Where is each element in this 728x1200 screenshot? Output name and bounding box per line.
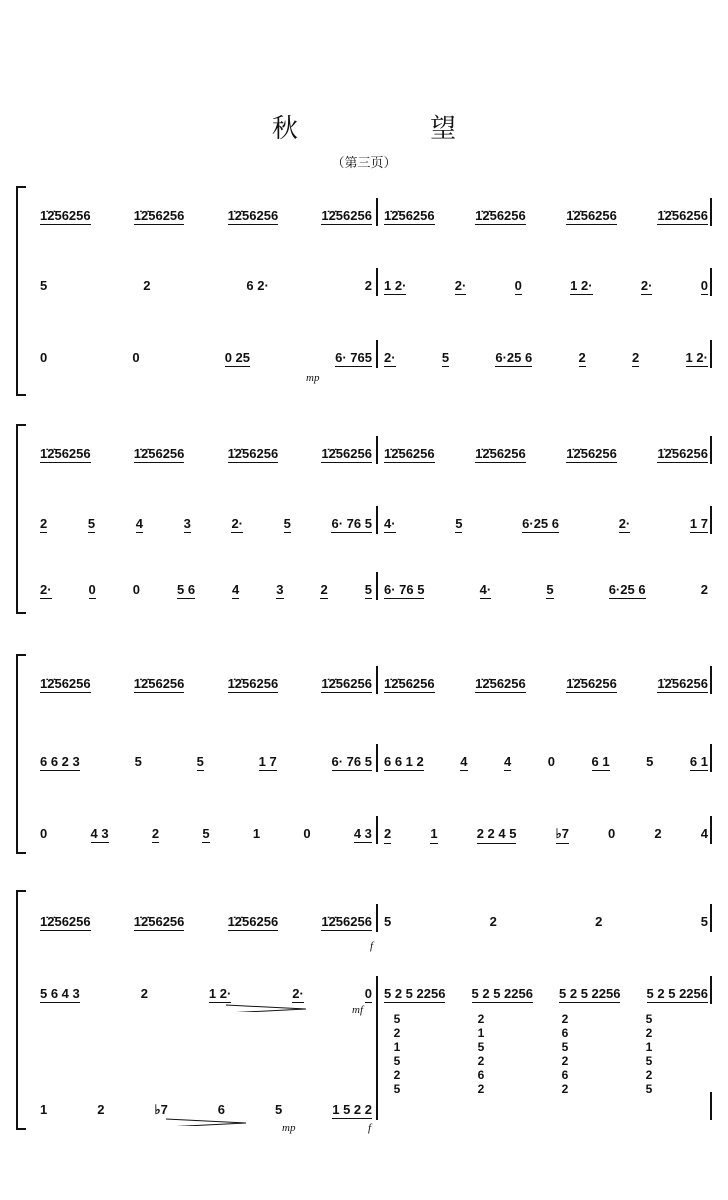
note: 5: [275, 1102, 283, 1117]
note-group: 1̇2̇56256: [321, 676, 372, 691]
note: 0: [132, 582, 140, 597]
barline: [710, 976, 712, 1004]
note: 2·: [384, 350, 396, 365]
system-brace: [16, 654, 26, 854]
note: 3: [276, 582, 284, 597]
note: 2 2 4 5: [477, 826, 517, 844]
note-group: 1̇2̇56256: [321, 914, 372, 929]
note: 0: [40, 826, 48, 841]
measure: [380, 266, 712, 306]
chord-note: 2: [393, 1026, 401, 1040]
note-group: 1̇2̇56256: [384, 446, 435, 461]
system-brace: [16, 890, 26, 1130]
barline: [710, 506, 712, 534]
barline: [710, 198, 712, 226]
chord-note: 2: [477, 1054, 485, 1068]
staff-row-1: [36, 664, 712, 704]
chord-note: 6: [561, 1068, 569, 1082]
note: 2: [700, 582, 708, 597]
barline: [376, 816, 378, 844]
note: 5: [283, 516, 291, 531]
staff-row-2: [36, 266, 712, 306]
note: 1 2·: [685, 350, 708, 365]
note: 4: [232, 582, 240, 597]
note: 1 2·: [208, 986, 232, 1001]
measure: [380, 338, 712, 378]
tremolo-note: 2: [595, 914, 603, 929]
note: 5: [87, 516, 96, 531]
measure: [380, 504, 712, 544]
note: 5: [134, 754, 142, 769]
note: 3: [183, 516, 191, 531]
chord-note: 2: [393, 1068, 401, 1082]
tremolo-note: 5: [384, 914, 392, 929]
note: 5: [364, 582, 372, 597]
barline: [376, 198, 378, 226]
note: 2·: [231, 516, 243, 531]
measure: [380, 570, 712, 610]
note-group: 1 5 2 2: [332, 1102, 372, 1117]
barline: [376, 1000, 378, 1120]
page-title: 秋 望: [271, 114, 519, 144]
measure: [36, 1090, 376, 1134]
note: 6· 765: [335, 350, 372, 365]
decrescendo-hairpin: [166, 1118, 246, 1126]
staff-row-2: [36, 974, 712, 1014]
note-group: 1̇2̇56256: [40, 914, 91, 929]
chord-note: 5: [645, 1012, 653, 1026]
note: 2·: [640, 278, 653, 293]
note-group: 1̇2̇56256: [227, 208, 279, 223]
note: 2·: [618, 516, 631, 531]
note: 6 1: [689, 754, 708, 769]
dynamic-mark: mp: [306, 372, 320, 384]
measure: [36, 902, 376, 952]
measure: [380, 814, 712, 854]
note: 5 6 4 3: [40, 986, 80, 1001]
measure: [36, 196, 376, 236]
note-group: 1̇2̇56256: [384, 208, 435, 223]
staff-row-1: [36, 434, 712, 474]
note: 0: [364, 986, 372, 1001]
chord-note: 5: [645, 1082, 653, 1096]
chord-note: 6: [477, 1068, 485, 1082]
note: 0: [608, 826, 616, 841]
barline: [710, 666, 712, 694]
measure: [380, 742, 712, 782]
staff-row-2: [36, 742, 712, 782]
chord-note: 1: [477, 1026, 485, 1040]
staff-row-3: [36, 814, 712, 854]
chord-note: 5: [561, 1040, 569, 1054]
staff-row-3: [36, 338, 712, 384]
note-group: 1̇2̇56256: [566, 446, 617, 461]
note: 1: [252, 826, 261, 841]
staff-row-3: [36, 1012, 712, 1134]
note: 5 6: [176, 582, 196, 597]
note-group: 1̇2̇56256: [227, 676, 279, 691]
note: 2: [364, 278, 372, 293]
chord-note: 5: [393, 1054, 401, 1068]
note: 2: [151, 826, 160, 841]
barline: [710, 1092, 712, 1120]
measure: [380, 196, 712, 236]
measure: [36, 570, 376, 610]
note-group: 1̇2̇56256: [657, 446, 708, 461]
note: 1 2·: [384, 278, 407, 293]
staff-row-2: [36, 504, 712, 544]
chord-note: 5: [645, 1054, 653, 1068]
dynamic-mark: mf: [352, 1004, 363, 1016]
measure: [36, 504, 376, 544]
note: 6·25 6: [608, 582, 646, 597]
note-group: 1̇2̇56256: [133, 446, 185, 461]
system-brace: [16, 424, 26, 614]
dynamic-mark: f: [370, 940, 374, 952]
note: 2: [654, 826, 662, 841]
barline: [710, 268, 712, 296]
system-brace: [16, 186, 26, 396]
barline: [376, 506, 378, 534]
note: 4 3: [353, 826, 372, 841]
note-group: 1̇2̇56256: [227, 446, 279, 461]
note: 2·: [454, 278, 467, 293]
note-group: 1̇2̇56256: [657, 208, 708, 223]
chord-note: 2: [561, 1054, 569, 1068]
note: 5: [646, 754, 654, 769]
note-group: 1̇2̇56256: [40, 446, 91, 461]
note: 6· 76 5: [384, 582, 425, 597]
note: ♭7: [556, 826, 569, 844]
note-group: 1̇2̇56256: [475, 676, 526, 691]
note: 1 7: [258, 754, 277, 769]
note-group: 1̇2̇56256: [133, 208, 185, 223]
note-group: 5 2 5 2256: [559, 986, 621, 1001]
note-group: 1̇2̇56256: [566, 208, 617, 223]
note: 6· 76 5: [331, 754, 372, 769]
chord-note: 5: [477, 1040, 485, 1054]
note: 0: [132, 350, 140, 365]
staff-row-3: [36, 570, 712, 610]
measure: [380, 1012, 712, 1130]
dynamic-mark: f: [368, 1122, 372, 1134]
note: 6·25 6: [495, 350, 533, 365]
barline: [710, 436, 712, 464]
dynamic-mark: mp: [282, 1122, 296, 1134]
note: 1 2·: [570, 278, 593, 293]
chord-column: [474, 1012, 488, 1096]
note: 2·: [292, 986, 304, 1001]
note-group: 1̇2̇56256: [133, 676, 185, 691]
note-group: 1̇2̇56256: [384, 676, 435, 691]
note: 6 6 1 2: [384, 754, 424, 769]
chord-column: [642, 1012, 656, 1096]
note-group: 1̇2̇56256: [321, 446, 372, 461]
barline: [376, 340, 378, 368]
note: 2: [632, 350, 640, 365]
note-group: 1̇2̇56256: [227, 914, 279, 929]
chord-column: [390, 1012, 404, 1096]
note-group: 1̇2̇56256: [475, 208, 526, 223]
note: 6· 76 5: [331, 516, 372, 531]
note: 5: [202, 826, 210, 841]
measure: [380, 974, 712, 1014]
staff-row-1: [36, 902, 712, 952]
measure: [36, 434, 376, 474]
measure: [36, 814, 376, 854]
score-system-2: [16, 424, 716, 614]
note: 2: [320, 582, 328, 597]
note-group: 1̇2̇56256: [657, 676, 708, 691]
chord-note: 1: [645, 1040, 653, 1054]
note-group: 1̇2̇56256: [40, 208, 91, 223]
note: 4: [700, 826, 708, 841]
tremolo-note: 5: [700, 914, 708, 929]
chord-note: 2: [561, 1082, 569, 1096]
note: 0: [547, 754, 556, 769]
barline: [710, 744, 712, 772]
note: 0: [700, 278, 708, 293]
note: 5: [546, 582, 554, 597]
note: 2: [143, 278, 151, 293]
chord-note: 2: [645, 1068, 653, 1082]
note: 2: [140, 986, 148, 1001]
measure: [380, 664, 712, 704]
note: 4: [460, 754, 468, 769]
note: 5: [441, 350, 450, 365]
measure: [380, 902, 712, 942]
note: 4: [504, 754, 512, 769]
note: ♭7: [154, 1102, 168, 1117]
chord-note: 2: [645, 1026, 653, 1040]
note: 2·: [40, 582, 52, 597]
note: 4 3: [90, 826, 109, 841]
measure: [36, 338, 376, 384]
chord-note: 2: [477, 1082, 485, 1096]
note: 6 6 2 3: [40, 754, 80, 769]
barline: [376, 436, 378, 464]
page-subtitle: （第三页）: [331, 156, 397, 171]
measure: [380, 434, 712, 474]
score-system-4: [16, 890, 716, 1134]
note: 5: [455, 516, 463, 531]
note: 4: [135, 516, 143, 531]
note: 0: [303, 826, 311, 841]
barline: [376, 572, 378, 600]
measure: [36, 266, 376, 306]
note: 0: [88, 582, 96, 597]
decrescendo-hairpin: [226, 1004, 306, 1012]
barline: [376, 744, 378, 772]
chord-column: [558, 1012, 572, 1096]
note: 6 1: [591, 754, 610, 769]
chord-note: 5: [393, 1012, 401, 1026]
chord-note: 1: [393, 1040, 401, 1054]
barline: [710, 340, 712, 368]
note: 4·: [479, 582, 492, 597]
note: 2: [97, 1102, 105, 1117]
staff-row-1: [36, 196, 712, 236]
barline: [376, 268, 378, 296]
note: 1: [40, 1102, 48, 1117]
chord-note: 2: [477, 1012, 485, 1026]
note: 0 25: [224, 350, 250, 365]
note: 5: [196, 754, 204, 769]
note-group: 1̇2̇56256: [40, 676, 91, 691]
barline: [710, 904, 712, 932]
barline: [376, 666, 378, 694]
barline: [376, 904, 378, 932]
chord-note: 6: [561, 1026, 569, 1040]
note-group: 1̇2̇56256: [321, 208, 372, 223]
barline: [710, 816, 712, 844]
note-group: 1̇2̇56256: [566, 676, 617, 691]
note: 0: [40, 350, 48, 365]
note: 1: [430, 826, 437, 844]
score-system-1: [16, 186, 716, 396]
note-group: 5 2 5 2256: [384, 986, 446, 1001]
note: 2: [384, 826, 391, 844]
chord-note: 5: [393, 1082, 401, 1096]
measure: [36, 664, 376, 704]
note: 0: [514, 278, 522, 293]
measure: [36, 742, 376, 782]
note-group: 1̇2̇56256: [133, 914, 185, 929]
note: 4·: [384, 516, 396, 531]
chord-note: 2: [561, 1012, 569, 1026]
measure: [36, 974, 376, 1014]
note-group: 5 2 5 2256: [471, 986, 533, 1001]
note: 6·25 6: [522, 516, 560, 531]
note: 6 2·: [246, 278, 269, 293]
note: 1 7: [689, 516, 708, 531]
tremolo-note: 2: [489, 914, 497, 929]
note: 2: [578, 350, 586, 365]
score-system-3: [16, 654, 716, 854]
note: 5: [40, 278, 48, 293]
note: 2: [40, 516, 48, 531]
note-group: 5 2 5 2256: [646, 986, 708, 1001]
note-group: 1̇2̇56256: [475, 446, 526, 461]
note: 6: [217, 1102, 226, 1117]
